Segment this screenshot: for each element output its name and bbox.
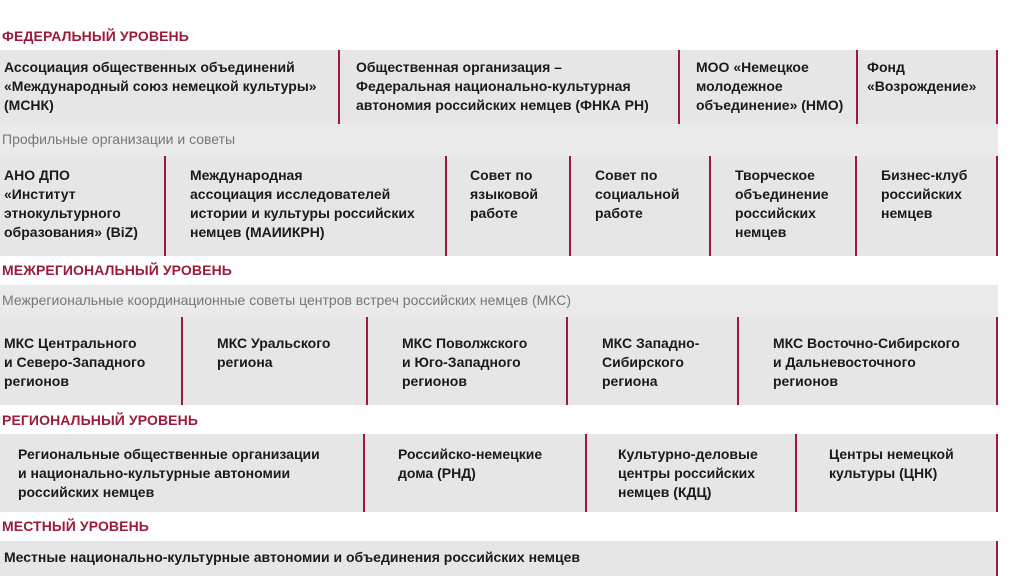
mks-ural: МКС Уральского региона xyxy=(181,317,366,405)
local-band xyxy=(0,541,998,576)
org-msnk: Ассоциация общественных объединений «Международный союз немецкой культуры» (МСНК) xyxy=(4,59,317,113)
org-biz: АНО ДПО «Институт этнокультурного образования» (BiZ) xyxy=(4,167,138,240)
profile-orgs-band xyxy=(0,156,998,256)
local-level-heading: МЕСТНЫЙ УРОВЕНЬ xyxy=(2,518,149,534)
local-autonomies: Местные национально-культурные автономии и объединения российских немцев xyxy=(4,549,581,565)
profile-orgs-title-band xyxy=(0,124,998,156)
mks-central-northwest: МКС Центрального и Северо-Западного регионов xyxy=(4,335,146,389)
org-nmo: МОО «Немецкое молодежное объединение» (НМО) xyxy=(678,50,856,124)
federal-orgs-band xyxy=(0,50,998,124)
mks-east-siberia-far-east: МКС Восточно-Сибирского и Дальневосточного регионов xyxy=(737,317,996,405)
regional-band xyxy=(0,434,998,512)
org-maiikrn: Международная ассоциация исследователей истории и культуры российских немцев (МАИИКРН) xyxy=(164,156,445,256)
russian-german-houses: Российско-немецкие дома (РНД) xyxy=(363,434,585,512)
org-business-club: Бизнес-клуб российских немцев xyxy=(855,156,996,256)
mks-band xyxy=(0,317,998,405)
mks-title-band xyxy=(0,285,998,317)
interregional-level-heading: МЕЖРЕГИОНАЛЬНЫЙ УРОВЕНЬ xyxy=(2,262,232,278)
org-vozrozhdenie-fund: Фонд «Возрождение» xyxy=(856,50,996,124)
profile-orgs-title: Профильные организации и советы xyxy=(2,131,236,147)
mks-title: Межрегиональные координационные советы центров встреч российских немцев (МКС) xyxy=(2,292,572,308)
federal-level-heading: ФЕДЕРАЛЬНЫЙ УРОВЕНЬ xyxy=(2,28,189,44)
regional-public-orgs: Региональные общественные организации и национально-культурные автономии российских немцев xyxy=(18,446,320,500)
mks-west-siberia: МКС Западно- Сибирского региона xyxy=(566,317,737,405)
mks-volga-southwest: МКС Поволжского и Юго-Западного регионов xyxy=(366,317,566,405)
german-culture-centers: Центры немецкой культуры (ЦНК) xyxy=(795,434,996,512)
cultural-business-centers: Культурно-деловые центры российских немцев (КДЦ) xyxy=(585,434,795,512)
council-social-work: Совет по социальной работе xyxy=(569,156,709,256)
council-language-work: Совет по языковой работе xyxy=(445,156,569,256)
org-creative-association: Творческое объединение российских немцев xyxy=(709,156,855,256)
org-fnka-rn: Общественная организация – Федеральная национально-культурная автономия российских немцев (ФНКА РН) xyxy=(338,50,678,124)
regional-level-heading: РЕГИОНАЛЬНЫЙ УРОВЕНЬ xyxy=(2,412,198,428)
